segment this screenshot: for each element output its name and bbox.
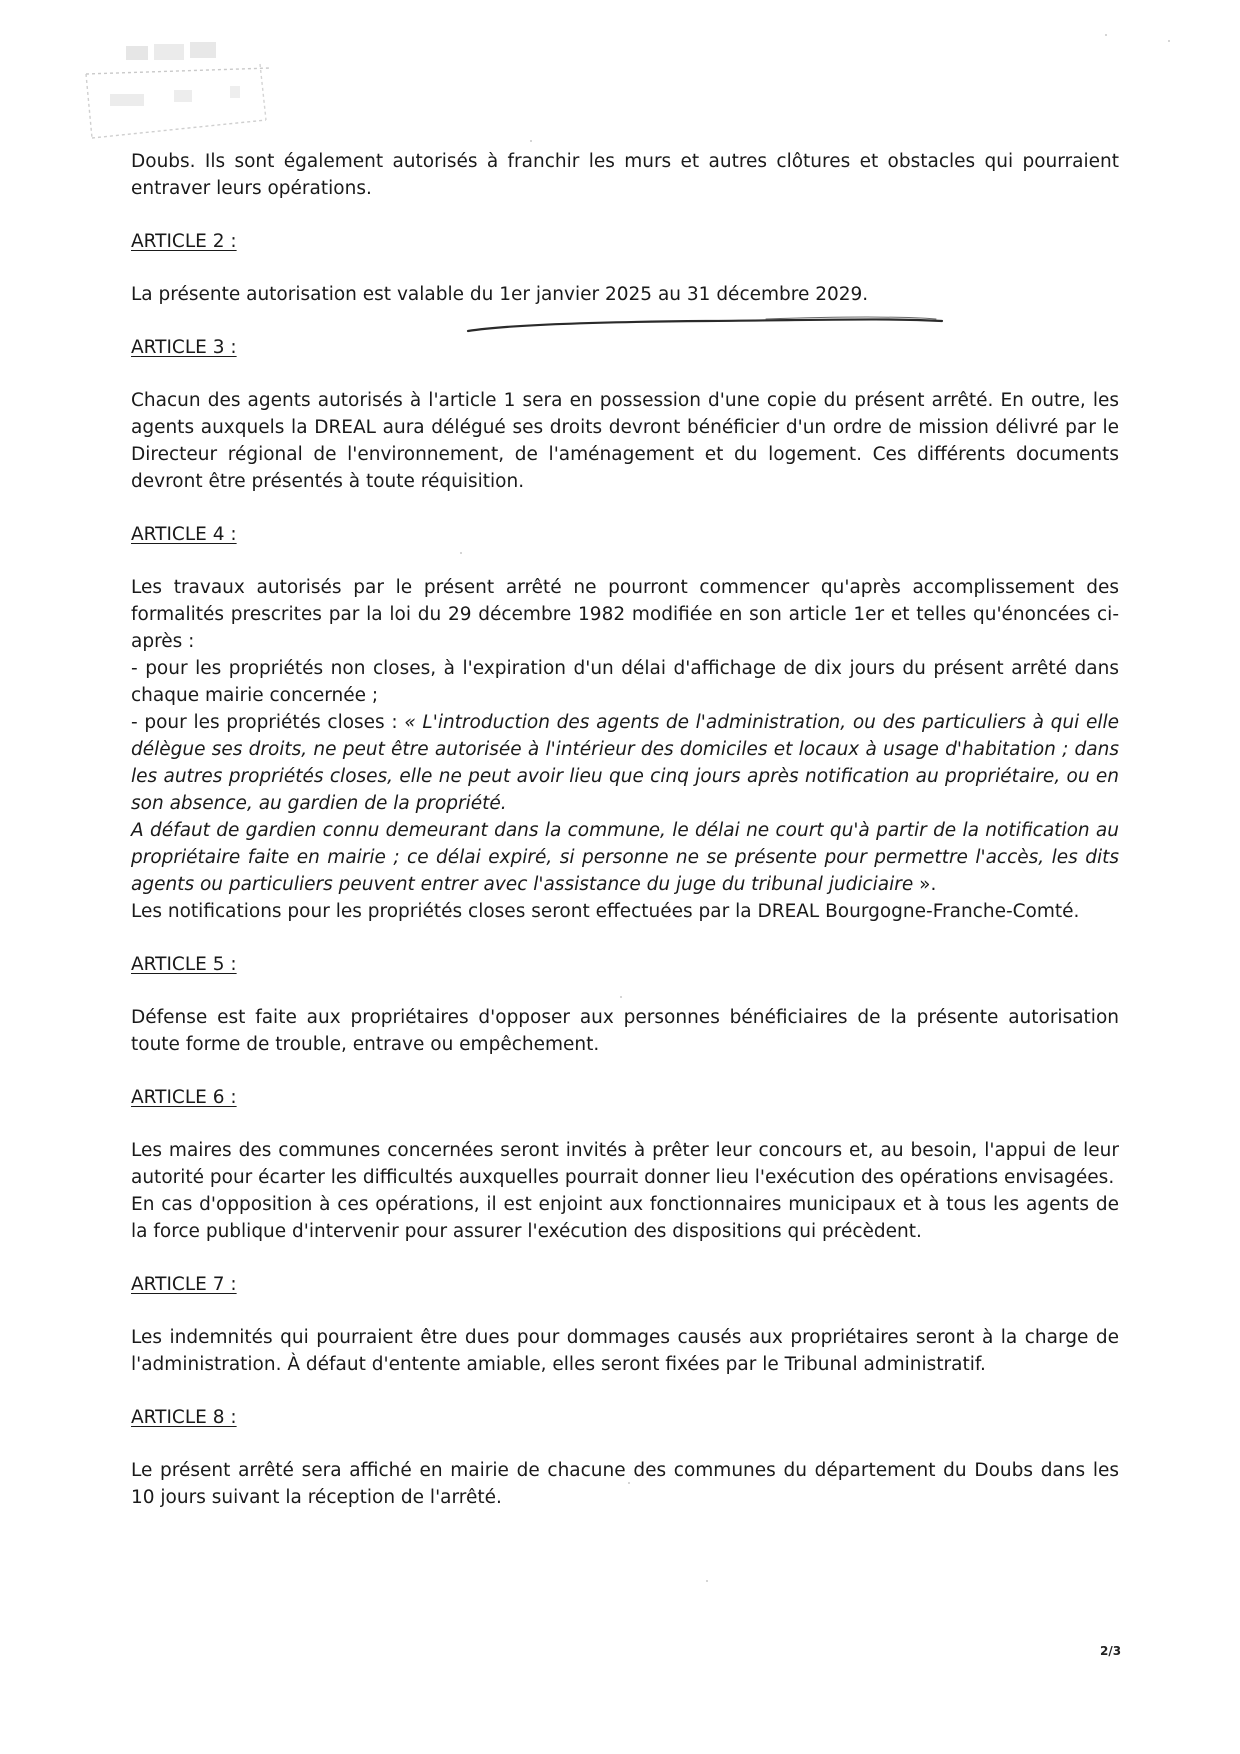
article-heading: ARTICLE 5 : xyxy=(131,954,237,975)
intro-paragraph: Doubs. Ils sont également autorisés à franchir les murs et autres clôtures et obstacles qui pourraient entraver leurs opérations. xyxy=(131,151,1119,199)
article-2 xyxy=(131,228,1119,308)
document-body xyxy=(131,148,1119,1537)
article-heading: ARTICLE 3 : xyxy=(131,337,237,358)
handwritten-underline-icon xyxy=(466,313,946,335)
article-paragraph: Défense est faite aux propriétaires d'opposer aux personnes bénéficiaires de la présente autorisation toute forme de trouble, entrave ou empêchement. xyxy=(131,1007,1119,1055)
article-5 xyxy=(131,951,1119,1058)
article-paragraph: La présente autorisation est valable du 1er janvier 2025 au 31 décembre 2029. xyxy=(131,284,869,305)
closed-property-prefix: - pour les propriétés closes : xyxy=(131,712,405,733)
article-paragraph xyxy=(131,817,1119,898)
article-paragraph: Les notifications pour les propriétés closes seront effectuées par la DREAL Bourgogne-Franche-Comté. xyxy=(131,901,1080,922)
article-paragraph: Le présent arrêté sera affiché en mairie de chacune des communes du département du Doubs dans les 10 jours suivant la réception de l'arrêté. xyxy=(131,1460,1119,1508)
quote-close: ». xyxy=(913,874,937,895)
article-paragraph: Les travaux autorisés par le présent arrêté ne pourront commencer qu'après accomplissement des formalités prescrites par la loi du 29 décembre 1982 modifiée en son article 1er et telles qu'énoncées ci-après : xyxy=(131,577,1119,652)
legal-quote-continued: A défaut de gardien connu demeurant dans la commune, le délai ne court qu'à partir de la notification au propriétaire faite en mairie ; ce délai expiré, si personne ne se présente pour permettre l'accès, les dits agents ou particuliers peuvent entrer avec l'assistance du juge du tribunal judiciaire xyxy=(131,820,1119,895)
article-heading: ARTICLE 7 : xyxy=(131,1274,237,1295)
article-6 xyxy=(131,1084,1119,1245)
scan-speck xyxy=(620,996,622,998)
scan-speck xyxy=(1105,34,1107,36)
article-3 xyxy=(131,334,1119,495)
page-number: 2/3 xyxy=(1100,1644,1122,1658)
legal-quote: « L'introduction des agents de l'administration, ou des particuliers à qui elle délègue ses droits, ne peut être autorisée à l'intérieur des domiciles et locaux à usage d'habitation ; dans les autres propriétés closes, elle ne peut avoir lieu que cinq jours après notification au propriétaire, ou en son absence, au gardien de la propriété. xyxy=(131,712,1119,814)
scan-speck xyxy=(1168,40,1170,42)
article-paragraph xyxy=(131,709,1119,817)
faded-stamp-icon xyxy=(80,38,276,148)
article-paragraph: Les maires des communes concernées seront invités à prêter leur concours et, au besoin, l'appui de leur autorité pour écarter les difficultés auxquelles pourrait donner lieu l'exécution des opérations envisagées. xyxy=(131,1140,1119,1188)
article-paragraph: Les indemnités qui pourraient être dues pour dommages causés aux propriétaires seront à la charge de l'administration. À défaut d'entente amiable, elles seront fixées par le Tribunal administratif. xyxy=(131,1327,1119,1375)
article-heading: ARTICLE 6 : xyxy=(131,1087,237,1108)
article-paragraph: En cas d'opposition à ces opérations, il est enjoint aux fonctionnaires municipaux et à tous les agents de la force publique d'intervenir pour assurer l'exécution des dispositions qui précèdent. xyxy=(131,1194,1119,1242)
scan-speck xyxy=(628,1482,630,1484)
article-heading: ARTICLE 8 : xyxy=(131,1407,237,1428)
article-paragraph: Chacun des agents autorisés à l'article 1 sera en possession d'une copie du présent arrêté. En outre, les agents auxquels la DREAL aura délégué ses droits devront bénéficier d'un ordre de mission délivré par le Directeur régional de l'environnement, de l'aménagement et du logement. Ces différents documents devront être présentés à toute réquisition. xyxy=(131,390,1119,492)
article-7 xyxy=(131,1271,1119,1378)
article-heading: ARTICLE 4 : xyxy=(131,524,237,545)
article-8 xyxy=(131,1404,1119,1511)
article-paragraph: - pour les propriétés non closes, à l'expiration d'un délai d'affichage de dix jours du présent arrêté dans chaque mairie concernée ; xyxy=(131,658,1119,706)
article-heading: ARTICLE 2 : xyxy=(131,231,237,252)
article-4 xyxy=(131,521,1119,925)
scan-speck xyxy=(530,140,532,142)
scan-speck xyxy=(460,552,462,554)
scan-speck xyxy=(706,1580,708,1582)
